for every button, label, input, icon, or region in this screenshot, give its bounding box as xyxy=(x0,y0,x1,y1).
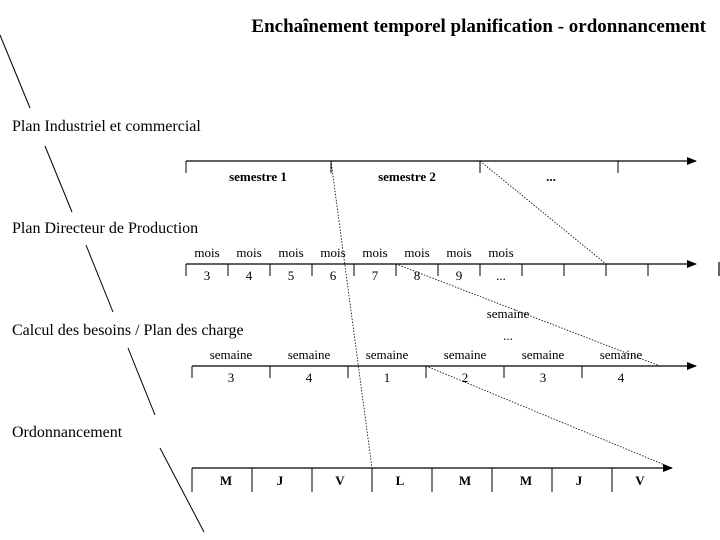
hierarchy-stroke-2 xyxy=(45,146,72,212)
pdp-period-number: 7 xyxy=(371,268,379,283)
cbn-period-number: 2 xyxy=(461,370,469,385)
ord-day-label: V xyxy=(335,473,345,488)
cbn-period-label: semaine xyxy=(365,347,409,362)
pdp-period-label: mois xyxy=(278,245,304,260)
pic-segment-label: semestre 2 xyxy=(378,169,436,184)
ord-day-label: M xyxy=(519,473,533,488)
pdp-period-label: mois xyxy=(236,245,262,260)
pdp-period-number: 8 xyxy=(413,268,421,283)
timeline-cbn xyxy=(192,347,696,385)
hierarchy-stroke-3 xyxy=(86,245,113,312)
level-label-pdp: Plan Directeur de Production xyxy=(12,220,199,237)
timeline-ordonnancement xyxy=(192,468,672,492)
cbn-period-label: semaine xyxy=(287,347,331,362)
pdp-period-label: mois xyxy=(362,245,388,260)
pdp-period-label: mois xyxy=(320,245,346,260)
cbn-period-number: 4 xyxy=(617,370,625,385)
level-label-pic: Plan Industriel et commercial xyxy=(12,118,201,135)
cbn-period-number: 3 xyxy=(539,370,547,385)
cbn-period-label: semaine xyxy=(443,347,487,362)
pdp-period-label: mois xyxy=(404,245,430,260)
pdp-period-number: 4 xyxy=(245,268,253,283)
pdp-period-number: 5 xyxy=(287,268,295,283)
cbn-period-number: 1 xyxy=(383,370,391,385)
pdp-period-number: ... xyxy=(496,268,506,283)
timeline-pic xyxy=(186,161,696,184)
ord-day-label: J xyxy=(575,473,583,488)
pdp-period-number: 6 xyxy=(329,268,337,283)
cbn-period-number: 4 xyxy=(305,370,313,385)
ord-day-label: M xyxy=(458,473,472,488)
timeline-pdp xyxy=(186,245,696,283)
cbn-period-label: semaine xyxy=(599,347,643,362)
pic-segment-label: ... xyxy=(546,169,556,184)
level-label-cbn: Calcul des besoins / Plan des charge xyxy=(12,322,244,339)
hierarchy-stroke-1 xyxy=(0,35,30,108)
ord-day-label: L xyxy=(395,473,405,488)
projection-line-cbn-ord xyxy=(426,366,672,468)
ord-day-label: J xyxy=(276,473,284,488)
cbn-extra-ellipsis: ... xyxy=(503,328,513,343)
ord-day-label: V xyxy=(635,473,645,488)
pdp-period-number: 3 xyxy=(203,268,211,283)
level-label-ordonnancement: Ordonnancement xyxy=(12,424,123,441)
projection-line-left xyxy=(331,161,372,468)
pdp-period-label: mois xyxy=(446,245,472,260)
hierarchy-stroke-4 xyxy=(128,348,155,415)
cbn-period-label: semaine xyxy=(209,347,253,362)
pdp-period-label: mois xyxy=(194,245,220,260)
cbn-period-number: 3 xyxy=(227,370,235,385)
ord-day-label: M xyxy=(219,473,233,488)
cbn-extra-period-label: semaine xyxy=(486,306,530,321)
hierarchy-stroke-5 xyxy=(160,448,204,532)
pdp-period-number: 9 xyxy=(455,268,463,283)
cbn-period-label: semaine xyxy=(521,347,565,362)
pdp-period-label: mois xyxy=(488,245,514,260)
pic-segment-label: semestre 1 xyxy=(229,169,287,184)
diagram-title: Enchaînement temporel planification - ordonnancement xyxy=(251,16,706,37)
